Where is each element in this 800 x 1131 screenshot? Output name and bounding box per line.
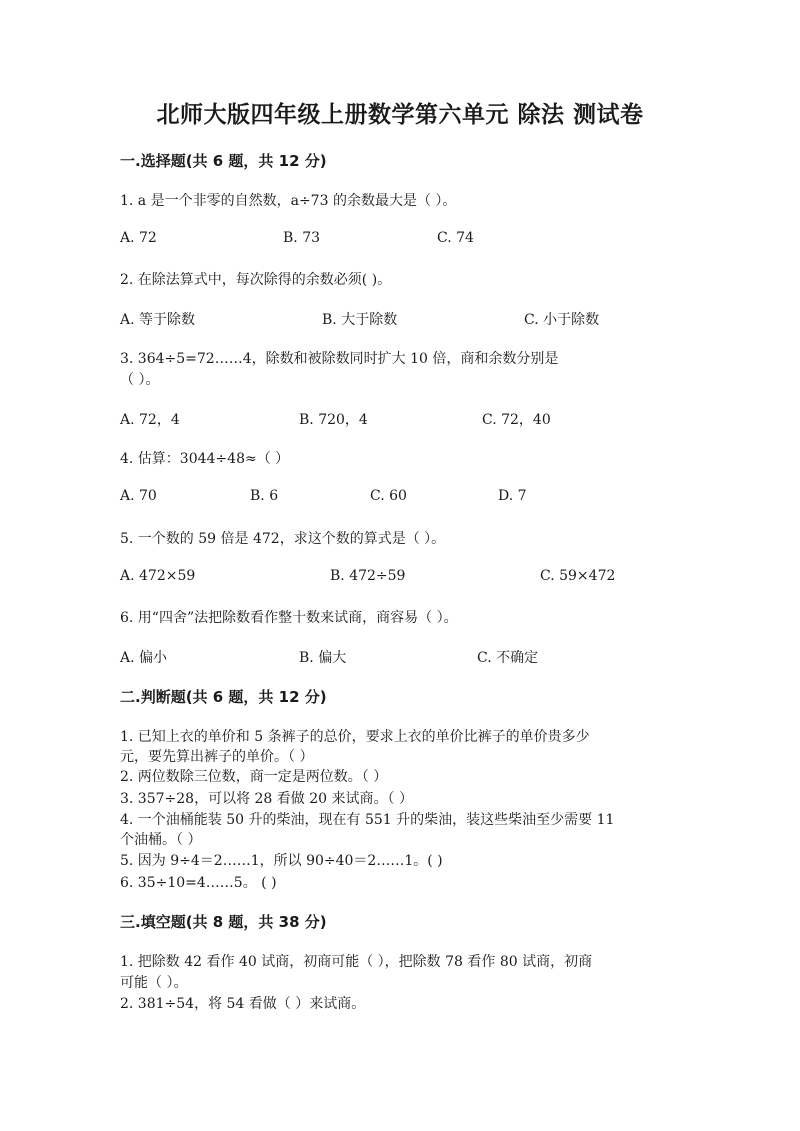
fill-blank-line: 1. 把除数 42 看作 40 试商，初商可能（ ），把除数 78 看作 80 试商，初商 xyxy=(120,954,593,970)
section-heading-judgement: 二.判断题(共 6 题，共 12 分) xyxy=(120,688,327,706)
option-b: B. 大于除数 xyxy=(322,312,398,328)
judgement-line: 5. 因为 9÷4＝2……1，所以 90÷40＝2……1。( ) xyxy=(120,853,443,869)
option-c: C. 不确定 xyxy=(477,650,539,666)
question-text: 2. 在除法算式中，每次除得的余数必须( )。 xyxy=(120,272,392,288)
fill-blank-line: 2. 381÷54，将 54 看做（ ）来试商。 xyxy=(120,996,366,1012)
question-text: 4. 估算：3044÷48≈（ ） xyxy=(120,451,290,467)
option-c: C. 60 xyxy=(370,488,407,504)
judgement-line: 元，要先算出裤子的单价。（ ） xyxy=(120,749,314,765)
question-text: 1. a 是一个非零的自然数，a÷73 的余数最大是（ ）。 xyxy=(120,193,457,209)
option-c: C. 小于除数 xyxy=(524,312,600,328)
option-d: D. 7 xyxy=(498,488,527,504)
judgement-line: 个油桶。（ ） xyxy=(120,832,202,848)
option-a: A. 偏小 xyxy=(120,650,168,666)
option-c: C. 72，40 xyxy=(482,412,551,428)
fill-blank-line: 可能（ ）。 xyxy=(120,975,188,991)
question-text: 5. 一个数的 59 倍是 472，求这个数的算式是（ ）。 xyxy=(120,531,446,547)
question-text: 3. 364÷5=72……4，除数和被除数同时扩大 10 倍，商和余数分别是 xyxy=(120,351,559,367)
option-a: A. 72 xyxy=(120,230,157,246)
section-heading-fill-blank: 三.填空题(共 8 题，共 38 分) xyxy=(120,913,327,931)
option-b: B. 720，4 xyxy=(299,412,368,428)
judgement-line: 3. 357÷28，可以将 28 看做 20 来试商。（ ） xyxy=(120,791,413,807)
option-c: C. 59×472 xyxy=(540,568,616,584)
option-c: C. 74 xyxy=(437,230,474,246)
option-b: B. 6 xyxy=(250,488,279,504)
option-a: A. 等于除数 xyxy=(120,312,196,328)
option-b: B. 73 xyxy=(283,230,321,246)
judgement-line: 6. 35÷10=4……5。 ( ) xyxy=(120,875,277,891)
judgement-line: 4. 一个油桶能装 50 升的柴油，现在有 551 升的柴油，装这些柴油至少需要 11 xyxy=(120,812,615,828)
judgement-line: 1. 已知上衣的单价和 5 条裤子的总价，要求上衣的单价比裤子的单价贵多少 xyxy=(120,729,590,745)
option-b: B. 472÷59 xyxy=(330,568,406,584)
section-heading-choice: 一.选择题(共 6 题，共 12 分) xyxy=(120,152,327,170)
option-a: A. 472×59 xyxy=(120,568,196,584)
page-title: 北师大版四年级上册数学第六单元 除法 测试卷 xyxy=(156,102,644,128)
option-a: A. 72，4 xyxy=(120,412,180,428)
option-b: B. 偏大 xyxy=(299,650,347,666)
question-text-cont: （ ）。 xyxy=(120,372,160,388)
judgement-line: 2. 两位数除三位数，商一定是两位数。（ ） xyxy=(120,769,388,785)
question-text: 6. 用“四舍”法把除数看作整十数来试商，商容易（ ）。 xyxy=(120,610,458,626)
option-a: A. 70 xyxy=(120,488,157,504)
